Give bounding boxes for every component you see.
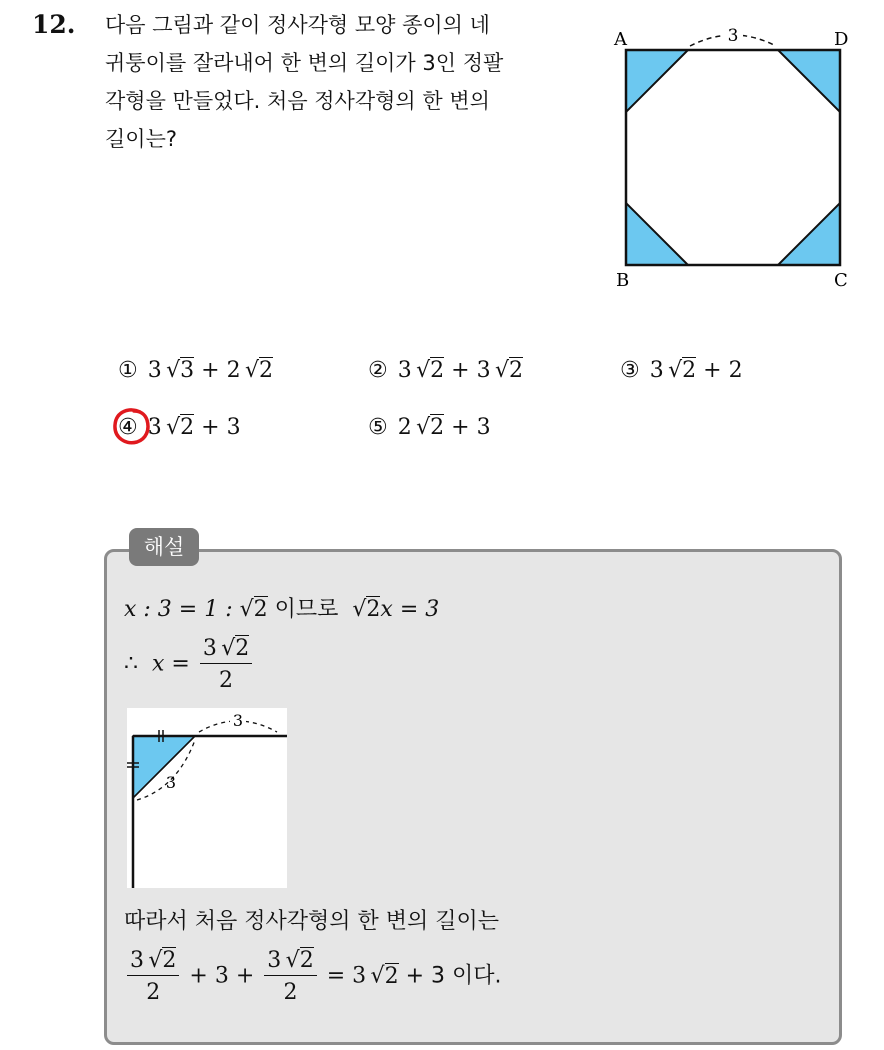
solution-line-4: $\frac{3 √2}{2}$ + 3 + $\frac{3 √2}{2}$ = 3 √2 + 3 이다. [124,948,501,1005]
choice-number: ④ [118,415,138,440]
choice-number: ⑤ [368,415,388,440]
choice-number: ② [368,358,388,383]
choice-expression: 2 √2 + 3 [397,415,491,440]
choice-3[interactable] [620,358,743,383]
corner-triangle-a [626,50,688,112]
vertex-a: A [614,29,627,50]
fraction: $\frac{3 √2}{2}$ [127,948,179,1005]
square-outline [626,50,840,265]
choice-4[interactable] [118,415,241,440]
question-line: 각형을 만들었다. 처음 정사각형의 한 변의 [105,89,490,113]
question-number: 12. [32,10,76,39]
choice-expression: 3 √2 + 2 [649,358,743,383]
solution-line-2: ∴ x = $\frac{3 √2}{2}$ [124,636,255,693]
detail-diagonal-label: 3 [165,773,177,792]
choice-expression: 3 √2 + 3 [147,415,241,440]
selected-circle-mark [110,405,154,449]
choice-expression: 3 √2 + 3 √2 [397,358,524,383]
choice-number: ③ [620,358,640,383]
question-line: 길이는? [105,127,178,151]
vertex-b: B [616,270,630,291]
choice-1[interactable] [118,358,273,383]
question-line: 귀퉁이를 잘라내어 한 변의 길이가 3인 정팔 [105,51,504,75]
side-length-label: 3 [727,26,739,46]
corner-detail-figure [127,708,287,888]
fraction: $\frac{3 √2}{2}$ [264,948,316,1005]
detail-top-label: 3 [232,711,244,730]
corner-triangle-c [778,203,840,265]
octagon-figure [610,20,860,295]
question-text [105,6,595,158]
corner-triangle-b [626,203,688,265]
solution-line-1: x : 3 = 1 : √2 이므로 √2x = 3 [124,597,440,622]
solution-tag: 해설 [129,528,199,566]
fraction: $\frac{3 √2}{2}$ [200,636,252,693]
choice-number: ① [118,358,138,383]
choice-5[interactable] [368,415,491,440]
vertex-c: C [834,270,848,291]
vertex-d: D [834,29,849,50]
corner-triangle-d [778,50,840,112]
choice-expression: 3 √3 + 2 √2 [147,358,274,383]
question-line: 다음 그림과 같이 정사각형 모양 종이의 네 [105,13,490,37]
choice-2[interactable] [368,358,523,383]
solution-line-3: 따라서 처음 정사각형의 한 변의 길이는 [124,909,499,934]
